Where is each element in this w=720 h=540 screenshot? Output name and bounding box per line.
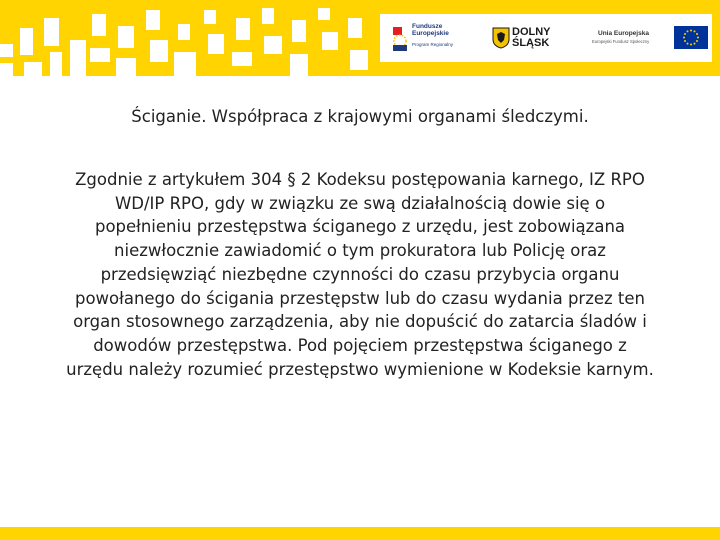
- unia-line2: Europejski Fundusz Społeczny: [592, 39, 650, 44]
- slide-body-paragraph: [40, 168, 680, 381]
- decorative-block-pattern: [0, 0, 380, 76]
- paragraph-line: popełnieniu przestępstwa ściganego z urzędu, jest zobowiązana: [94, 217, 626, 237]
- fundusze-line1: Fundusze: [412, 23, 443, 30]
- paragraph-line: niezwłocznie zawiadomić o tym prokuratora lub Policję oraz: [114, 241, 606, 261]
- dolny-slask-eagle-icon: [492, 27, 510, 49]
- unia-europejska-logo: [592, 14, 710, 62]
- logo-panel: [380, 14, 712, 62]
- paragraph-line: dowodów przestępstwa. Pod pojęciem przestępstwa ściganego z: [93, 335, 627, 355]
- eu-flag-icon: [674, 26, 708, 49]
- footer-bar: [0, 527, 720, 540]
- paragraph-line: Zgodnie z artykułem 304 § 2 Kodeksu postępowania karnego, IZ RPO: [75, 170, 645, 189]
- fundusze-line2: Europejskie: [412, 30, 449, 37]
- fundusze-europejskie-stars-icon: [390, 23, 410, 53]
- fundusze-europejskie-logo: [388, 14, 480, 62]
- slide-title: Ściganie. Współpraca z krajowymi organami śledczymi.: [131, 107, 589, 126]
- dolny-slask-line2: ŚLĄSK: [512, 37, 550, 49]
- paragraph-line: przedsięwziąć niezbędne czynności do czasu przybycia organu: [100, 264, 620, 284]
- paragraph-line: organ stosownego zarządzenia, aby nie dopuścić do zatarcia śladów i: [73, 312, 647, 332]
- dolny-slask-logo: [490, 14, 570, 62]
- header-banner: [0, 0, 720, 76]
- paragraph-line: powołanego do ścigania przestępstw lub do czasu wydania przez ten: [74, 288, 645, 308]
- fundusze-line3: Program Regionalny: [412, 42, 454, 47]
- unia-line1: Unia Europejska: [598, 30, 649, 37]
- paragraph-line: urzędu należy rozumieć przestępstwo wymienione w Kodeksie karnym.: [66, 359, 654, 379]
- paragraph-line: WD/IP RPO, gdy w związku ze swą działalnością dowie się o: [114, 193, 606, 213]
- dolny-slask-line1: DOLNY: [512, 26, 551, 38]
